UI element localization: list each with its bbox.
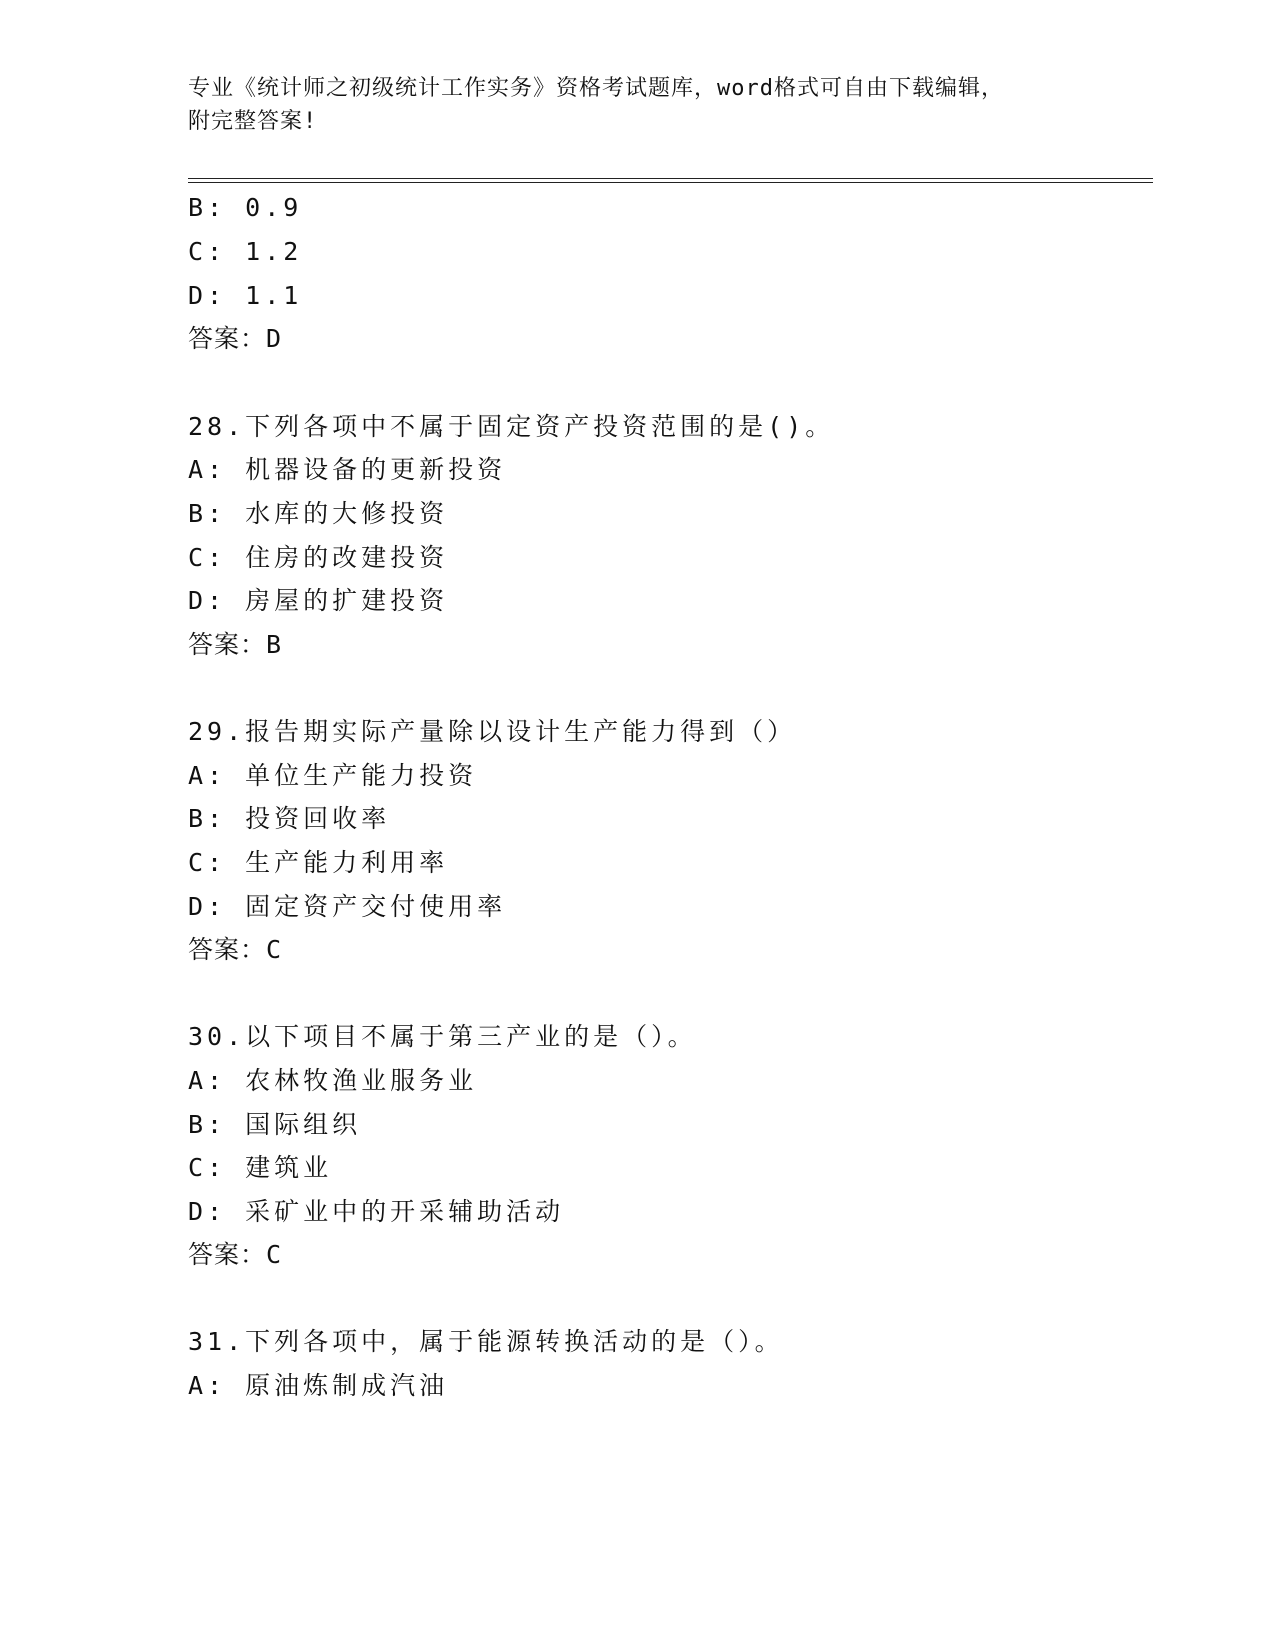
option-d: D: 采矿业中的开采辅助活动: [188, 1197, 565, 1226]
option-c: C: 住房的改建投资: [188, 543, 449, 572]
question-stem: 31.下列各项中，属于能源转换活动的是（）。: [188, 1327, 784, 1356]
header-line-2: 附完整答案!: [188, 109, 318, 134]
question-stem: 29.报告期实际产量除以设计生产能力得到（）: [188, 717, 797, 746]
option-d: D: 房屋的扩建投资: [188, 586, 449, 615]
option-c: C: 建筑业: [188, 1153, 333, 1182]
answer-label: 答案：D: [188, 324, 283, 353]
question-stem: 28.下列各项中不属于固定资产投资范围的是()。: [188, 412, 835, 441]
option-c: C: 1.2: [188, 237, 303, 266]
answer-label: 答案：B: [188, 630, 283, 659]
document-header: [188, 72, 1088, 138]
option-a: A: 机器设备的更新投资: [188, 455, 507, 484]
answer-label: 答案：C: [188, 1240, 283, 1269]
header-divider-top: [188, 178, 1153, 179]
option-c: C: 生产能力利用率: [188, 848, 449, 877]
question-stem: 30.以下项目不属于第三产业的是（）。: [188, 1022, 697, 1051]
option-a: A: 农林牧渔业服务业: [188, 1066, 478, 1095]
option-d: D: 1.1: [188, 281, 303, 310]
option-b: B: 国际组织: [188, 1110, 362, 1139]
option-d: D: 固定资产交付使用率: [188, 892, 507, 921]
option-a: A: 原油炼制成汽油: [188, 1371, 449, 1400]
option-b: B: 0.9: [188, 193, 303, 222]
option-a: A: 单位生产能力投资: [188, 761, 478, 790]
header-divider-bottom: [188, 182, 1153, 183]
header-line-1: 专业《统计师之初级统计工作实务》资格考试题库，word格式可自由下载编辑，: [188, 76, 1004, 101]
option-b: B: 水库的大修投资: [188, 499, 449, 528]
answer-label: 答案：C: [188, 935, 283, 964]
option-b: B: 投资回收率: [188, 804, 391, 833]
